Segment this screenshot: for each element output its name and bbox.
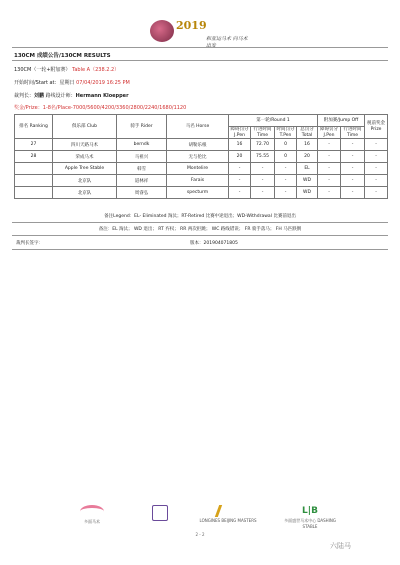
cell-club: 北京队 [53,187,117,199]
cell-r1-time: - [251,163,275,175]
watermark: 六陆马 [330,542,351,550]
header-r1-total: 总罚分 Total [297,127,318,139]
header-r1-jpen: 障碍罚分 J.Pen [230,127,249,138]
cell-prize: - [365,163,388,175]
cell-club: 北京队 [53,175,117,187]
event-logo [150,18,250,48]
cell-ranking [15,187,53,199]
cell-r1-total: WD [297,187,318,199]
header-r1-tpen: 时间罚分 T.Pen [276,127,295,138]
cell-horse: Farais [167,175,229,187]
sponsor-logo [198,505,258,523]
cell-r1-jpen: - [229,163,251,175]
cell-r1-total: WD [297,175,318,187]
divider [12,60,388,61]
header-jo-time: 行进时间 Time [341,127,365,139]
cell-ranking [15,175,53,187]
signature-row [14,238,386,247]
cell-prize: - [365,187,388,199]
header-ranking: 排名 Ranking [15,115,53,139]
cell-r1-jpen: - [229,175,251,187]
cell-r1-tpen: - [275,175,297,187]
prize-line: 奖金/Prize：1-8名/Place-7000/5600/4200/3360/2800/2240/1680/1120 [14,105,187,111]
arch-icon [80,505,104,518]
designer-name: Hermann Kloepper [75,93,129,99]
horse-badge-icon [150,20,174,42]
results-title: 130CM 成绩公告/130CM RESULTS [14,53,111,59]
cell-jo-time: - [341,139,365,151]
divider [12,235,388,236]
table-row [15,139,388,151]
lb-icon: L|B [302,506,318,516]
cell-r1-tpen: 0 [275,151,297,163]
cell-r1-time: 75.55 [251,151,275,163]
judge-label: 裁判长： [14,93,35,99]
cell-prize: - [365,139,388,151]
divider [12,249,388,250]
cell-r1-time: - [251,187,275,199]
cell-ranking: 27 [15,139,53,151]
cell-r1-tpen: - [275,163,297,175]
cell-ranking: 28 [15,151,53,163]
cell-jo-time: - [341,163,365,175]
cell-club: 四川天路马术 [53,139,117,151]
cell-r1-tpen: - [275,187,297,199]
cell-r1-tpen: 0 [275,139,297,151]
cell-jo-time: - [341,175,365,187]
badge-icon [152,505,168,521]
cell-prize: - [365,175,388,187]
header-club: 俱乐部 Club [53,115,117,139]
start-value: 07/04/2019 16:25 PM [76,80,130,86]
cell-jo-jpen: - [318,151,341,163]
logo-year: 2019 [176,19,207,32]
logo-slogan: 和亚运马术 向马术出发 [206,36,248,49]
cell-jo-time: - [341,151,365,163]
cell-jo-jpen: - [318,139,341,151]
header-horse: 马名 Horse [167,115,229,139]
divider [12,47,388,48]
results-table [14,114,388,199]
page-number: 2 - 2 [195,532,205,537]
header-round1: 第一轮/Round 1 [229,115,318,127]
cell-r1-total: 16 [297,139,318,151]
sponsor-name: 多面马术 [84,519,100,524]
start-label: 开始时间/Start at：星期日 [14,80,77,86]
cell-horse: 无与伦比 [167,151,229,163]
header-jo-jpen: 障碍罚分 J.Pen [318,127,341,139]
table-row [15,151,388,163]
cell-jo-time: - [341,187,365,199]
header-jumpoff: 附加赛/Jump Off [318,115,365,127]
judge-signature-label: 裁判长签字： [16,241,43,246]
header-r1-time: 行进时间 Time [251,127,275,139]
document-version: 版本：201904071805 [190,241,238,246]
competition-subtitle [14,66,119,73]
sponsor-logo [140,505,180,522]
start-time [14,79,130,86]
sponsor-logo [62,505,122,525]
header-prize: 税前奖金 Prize [365,115,388,139]
table-row [15,187,388,199]
cell-horse: 胡勒乐根 [167,139,229,151]
divider [12,222,388,223]
table-row [15,163,388,175]
cell-r1-jpen: 16 [229,139,251,151]
cell-rider: 道林祥 [117,175,167,187]
cell-rider: 周睿弘 [117,187,167,199]
cell-prize: - [365,151,388,163]
cell-club: 荣成马术 [53,151,117,163]
cell-jo-jpen: - [318,163,341,175]
sponsor-name: LONGINES BEIJING MASTERS [199,518,257,523]
table-type: Table A（238.2.2） [72,67,120,73]
cell-rider: 韩雪 [117,163,167,175]
table-row [15,175,388,187]
cell-club: Apple Tree Stable [53,163,117,175]
judge-name: 刘鹏 [34,93,45,99]
cell-jo-jpen: - [318,175,341,187]
designer-label: 路线设计师： [44,93,76,99]
cell-rider: berndk [117,139,167,151]
cell-r1-time: - [251,175,275,187]
legend-secondary: 备注：EL 淘汰； WD 退出； RT 弃权； RR 两次拒跳； WC 路线错误； FR 骑手落马； FH 马匹跌倒 [98,227,302,232]
header-rider: 骑手 Rider [117,115,167,139]
cell-horse: Montelire [167,163,229,175]
cell-ranking [15,163,53,175]
legend-primary: 备注Legend：EL- Eliminated 淘汰；RT-Retired 比赛中途退出；WD-Withdrawal 比赛前退出 [104,214,296,219]
wing-icon [214,505,241,517]
subtitle-prefix: 130CM（一轮+附加赛） [14,67,71,73]
judge-line [14,92,129,99]
cell-jo-jpen: - [318,187,341,199]
table-header-row [15,115,388,127]
cell-r1-jpen: 20 [229,151,251,163]
cell-r1-total: 20 [297,151,318,163]
cell-r1-total: EL [297,163,318,175]
cell-r1-jpen: - [229,187,251,199]
sponsor-logo [280,505,340,529]
cell-r1-time: 72.70 [251,139,275,151]
sponsor-name: 多面盛世马术中心 DASHING STABLE [284,518,336,529]
cell-horse: specturm [167,187,229,199]
cell-rider: 马祖兴 [117,151,167,163]
